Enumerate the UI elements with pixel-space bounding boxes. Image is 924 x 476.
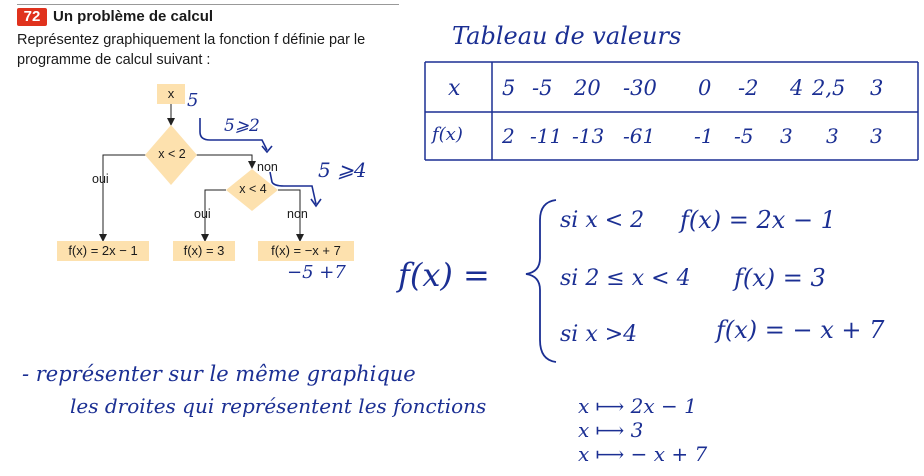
flowchart-start-x: x [157,84,185,104]
exercise-title: Un problème de calcul [53,8,214,25]
x-value: -5 [532,76,553,100]
condition-x-lt-2: x < 2 [158,147,186,161]
f-value: -5 [734,124,754,148]
x-value: 2,5 [812,76,846,100]
function-map-2: x ⟼ 3 [578,418,644,442]
exercise-number-badge: 72 [17,8,47,26]
table-row-x-label: x [448,76,461,101]
note-line-2: les droites qui représentent les fonctions [70,394,487,418]
x-value: 5 [502,76,516,100]
x-value: 3 [870,76,884,100]
branch-oui-2: oui [194,207,211,221]
annotation-five-ge-four: 5 ⩾4 [318,158,367,182]
piecewise-lhs: f(x) = [398,256,490,294]
table-title: Tableau de valeurs [452,22,682,50]
x-value: 20 [574,76,601,100]
branch-non-1: non [257,160,278,174]
case-3-expression: f(x) = − x + 7 [716,316,885,344]
x-value: 0 [698,76,712,100]
case-2-expression: f(x) = 3 [734,264,826,292]
function-map-1: x ⟼ 2x − 1 [578,394,697,418]
annotation-five: 5 [187,90,199,111]
f-value: 3 [826,124,839,148]
branch-oui-1: oui [92,172,109,186]
case-2-condition: si 2 ≤ x < 4 [560,266,691,291]
case-1-expression: f(x) = 2x − 1 [680,206,836,234]
function-map-3: x ⟼ − x + 7 [578,442,708,466]
condition-x-lt-4: x < 4 [239,182,267,196]
table-row-f-label: f(x) [432,124,463,145]
x-value: 4 [790,76,804,100]
instruction-text: Représentez graphiquement la fonction f définie par le programme de calcul suivant : [17,32,366,68]
f-value: 2 [502,124,515,148]
f-value: -61 [623,124,656,148]
f-value: 3 [870,124,883,148]
case-3-condition: si x >4 [560,322,638,347]
branch-non-2: non [287,207,308,221]
annotation-minus-five-plus-seven: −5 +7 [287,262,346,283]
f-value: -13 [572,124,605,148]
result-3: f(x) = 3 [173,241,235,261]
annotation-five-ge-two: 5⩾2 [224,116,260,136]
note-line-1: - représenter sur le même graphique [22,362,416,386]
f-value: 3 [780,124,793,148]
f-value: -11 [530,124,563,148]
result-minus-x-plus-7: f(x) = −x + 7 [258,241,354,261]
x-value: -2 [738,76,759,100]
f-value: -1 [694,124,714,148]
x-value: -30 [623,76,657,100]
result-2x-minus-1: f(x) = 2x − 1 [57,241,149,261]
case-1-condition: si x < 2 [560,208,645,233]
